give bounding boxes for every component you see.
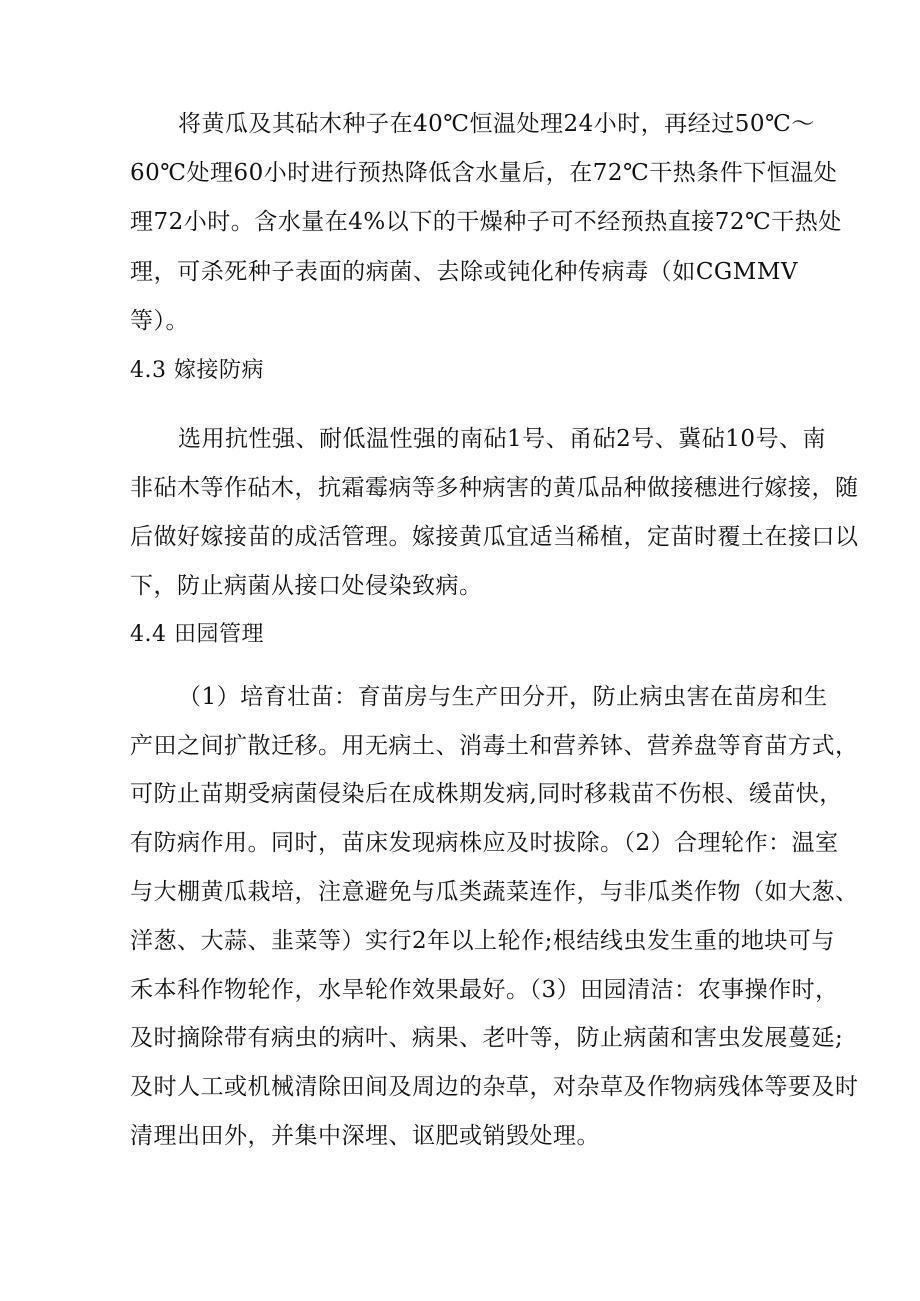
section-4-4-line-10: 清理出田外，并集中深埋、讴肥或销毁处理。 bbox=[130, 1123, 600, 1149]
section-4-4-line-3: 可防止苗期受病菌侵染后在成株期发病,同时移栽苗不伤根、缓苗快， bbox=[130, 781, 843, 807]
paragraph-1-line-3: 理72小时。含水量在4%以下的干燥种子可不经预热直接72℃干热处 bbox=[130, 209, 842, 235]
section-4-4-line-2: 产田之间扩散迁移。用无病土、消毒土和营养钵、营养盘等育苗方式， bbox=[130, 733, 859, 759]
section-4-4-line-8: 及时摘除带有病虫的病叶、病果、老叶等，防止病菌和害虫发展蔓延; bbox=[130, 1025, 844, 1051]
section-4-3-heading: 4.3 嫁接防病 bbox=[130, 358, 264, 383]
section-4-4-line-9: 及时人工或机械清除田间及周边的杂草，对杂草及作物病残体等要及时 bbox=[130, 1074, 859, 1100]
section-4-4-line-5: 与大棚黄瓜栽培，注意避免与瓜类蔬菜连作，与非瓜类作物（如大葱、 bbox=[130, 879, 859, 905]
paragraph-1-line-1: 将黄瓜及其砧木种子在40℃恒温处理24小时，再经过50℃～ bbox=[178, 111, 815, 137]
section-4-4-heading: 4.4 田园管理 bbox=[130, 622, 264, 647]
section-4-4-line-7: 禾本科作物轮作，水旱轮作效果最好。（3）田园清洁：农事操作时， bbox=[130, 977, 839, 1003]
paragraph-1-line-5: 等）。 bbox=[130, 308, 189, 334]
section-4-3-line-1: 选用抗性强、耐低温性强的南砧1号、甬砧2号、冀砧10号、南 bbox=[178, 426, 827, 452]
section-4-3-line-3: 后做好嫁接苗的成活管理。嫁接黄瓜宜适当稀植，定苗时覆土在接口以 bbox=[130, 524, 859, 550]
section-4-4-line-4: 有防病作用。同时，苗床发现病株应及时拔除。（2）合理轮作：温室 bbox=[130, 830, 839, 856]
section-4-4-line-1: （1）培育壮苗：育苗房与生产田分开，防止病虫害在苗房和生 bbox=[178, 684, 828, 710]
section-4-3-line-2: 非砧木等作砧木，抗霜霉病等多种病害的黄瓜品种做接穗进行嫁接，随 bbox=[130, 475, 859, 501]
section-4-4-line-6: 洋葱、大蒜、韭菜等）实行2年以上轮作;根结线虫发生重的地块可与 bbox=[130, 928, 835, 954]
paragraph-1-line-2: 60℃处理60小时进行预热降低含水量后，在72℃干热条件下恒温处 bbox=[130, 160, 838, 186]
paragraph-1-line-4: 理，可杀死种子表面的病菌、去除或钝化种传病毒（如CGMMV bbox=[130, 259, 798, 285]
section-4-3-line-4: 下，防止病菌从接口处侵染致病。 bbox=[130, 573, 483, 599]
